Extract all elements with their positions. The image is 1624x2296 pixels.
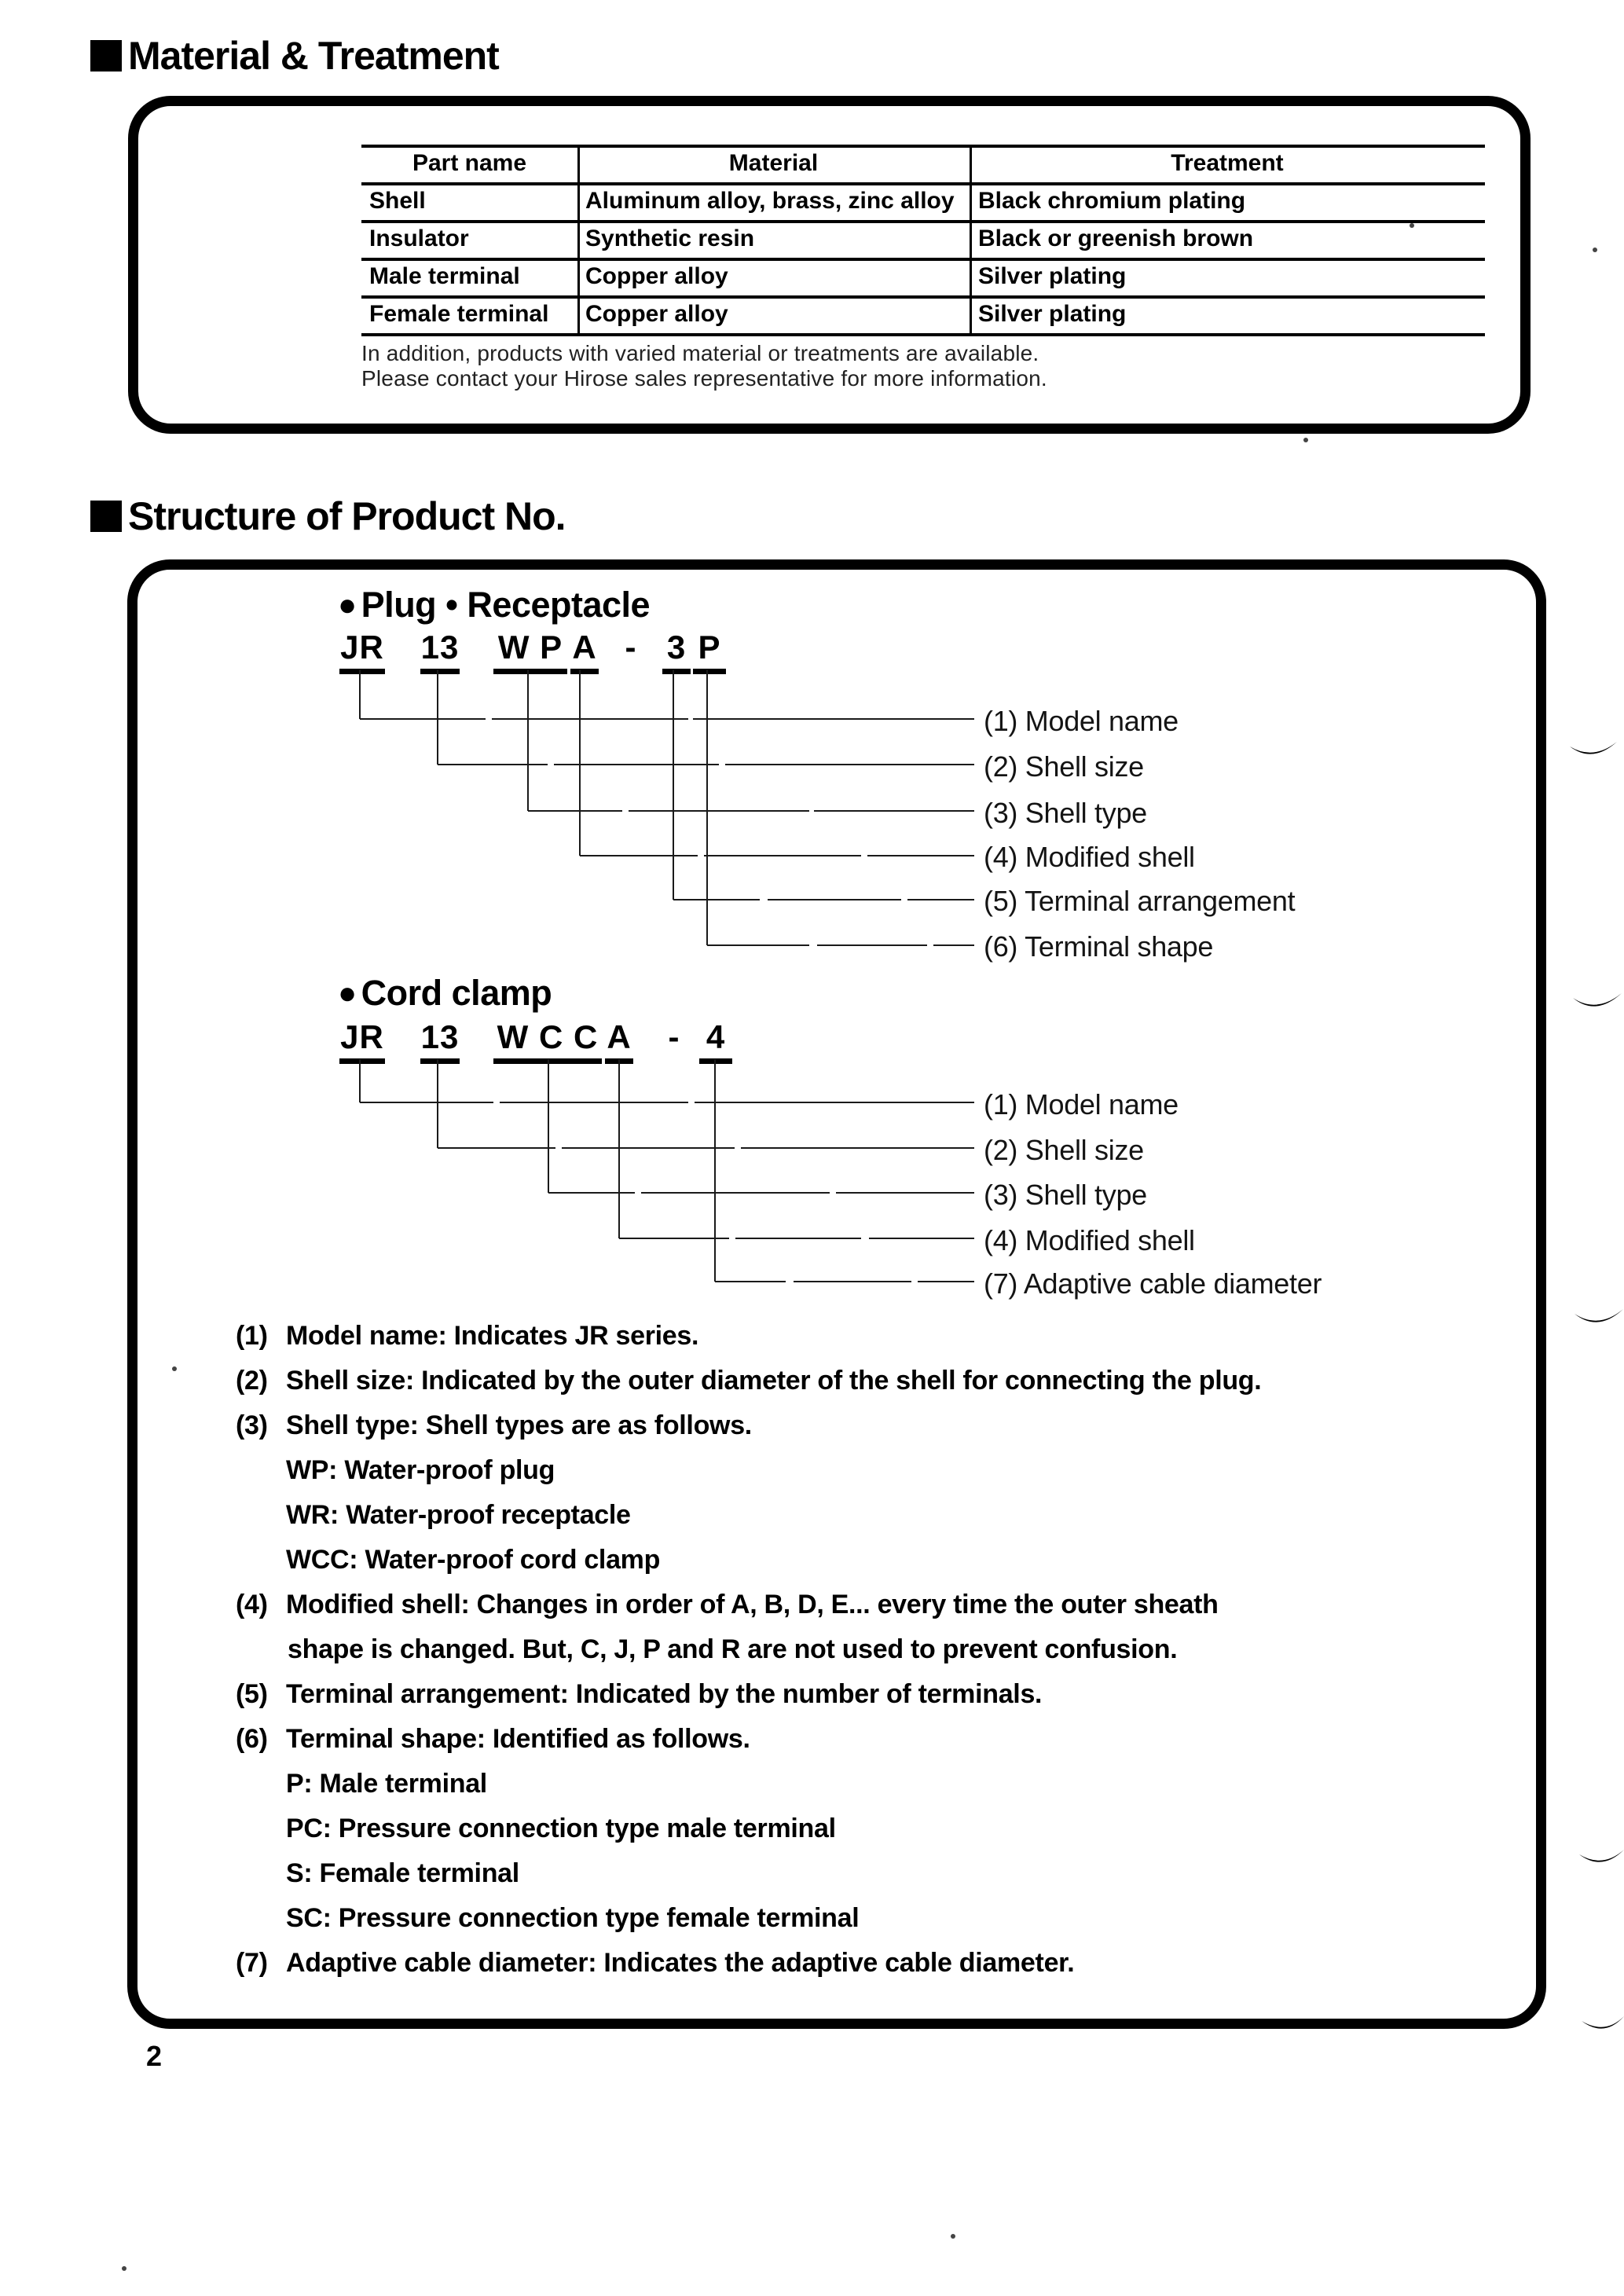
cord-label-shell-type: (3) Shell type xyxy=(984,1179,1147,1211)
list-item-text: WR: Water-proof receptacle xyxy=(286,1500,631,1530)
list-item-text: WCC: Water-proof cord clamp xyxy=(286,1545,661,1575)
list-item-text: SC: Pressure connection type female terminal xyxy=(286,1903,860,1933)
list-item xyxy=(236,1403,1509,1448)
plug-label-shell-type: (3) Shell type xyxy=(984,797,1147,829)
list-subitem xyxy=(236,1762,1509,1806)
list-subitem xyxy=(236,1493,1509,1538)
scan-speck xyxy=(1303,438,1308,442)
cord-label-model-name: (1) Model name xyxy=(984,1088,1179,1120)
scan-speck xyxy=(122,2266,126,2271)
list-item-number: (2) xyxy=(236,1366,268,1396)
code-segment-13: 13 xyxy=(420,1018,460,1064)
plug-label-model-name: (1) Model name xyxy=(984,705,1179,737)
cell-treatment: Silver plating xyxy=(978,263,1127,289)
scan-curl-mark xyxy=(1582,2016,1624,2029)
list-item-text: Model name: Indicates JR series. xyxy=(286,1321,699,1351)
list-subitem xyxy=(236,1538,1509,1583)
list-subitem xyxy=(236,1806,1509,1851)
list-item-number: (5) xyxy=(236,1679,268,1709)
table-note-line1: In addition, products with varied material or treatments are available. xyxy=(361,341,1039,365)
cell-treatment: Silver plating xyxy=(978,301,1127,327)
list-item-text: shape is changed. But, C, J, P and R are not used to prevent confusion. xyxy=(288,1634,1178,1664)
code-segment-4: 4 xyxy=(699,1018,732,1064)
cell-treatment: Black chromium plating xyxy=(978,188,1246,214)
cord-label-adaptive-cable: (7) Adaptive cable diameter xyxy=(984,1267,1322,1300)
scan-curl-mark xyxy=(1573,993,1622,1007)
bullet-icon: ● xyxy=(338,975,357,1010)
list-subitem xyxy=(236,1896,1509,1941)
plug-label-modified-shell: (4) Modified shell xyxy=(984,841,1195,873)
plug-receptacle-title xyxy=(338,585,650,625)
list-item-number: (6) xyxy=(236,1724,268,1754)
black-square-icon xyxy=(90,40,122,72)
list-subitem xyxy=(236,1448,1509,1493)
list-item-number: (4) xyxy=(236,1590,268,1619)
cell-material: Aluminum alloy, brass, zinc alloy xyxy=(585,188,955,214)
code-segment-dash: - xyxy=(625,629,637,666)
col-header-treatment: Treatment xyxy=(1171,150,1284,176)
list-item-number: (3) xyxy=(236,1410,268,1440)
cell-material: Synthetic resin xyxy=(585,226,755,251)
list-item xyxy=(236,1583,1509,1627)
scan-speck xyxy=(1593,248,1597,252)
list-item-text: S: Female terminal xyxy=(286,1858,519,1888)
list-item xyxy=(236,1941,1509,1986)
col-header-part-name: Part name xyxy=(412,150,527,176)
section-heading-structure xyxy=(90,493,566,539)
code-segment-p: P xyxy=(693,629,726,674)
cell-treatment: Black or greenish brown xyxy=(978,226,1254,251)
code-segment-a: A xyxy=(605,1018,633,1064)
list-item xyxy=(236,1359,1509,1403)
cell-part: Female terminal xyxy=(369,301,549,327)
list-item-text: Terminal shape: Identified as follows. xyxy=(286,1724,750,1754)
plug-receptacle-title-text: Plug • Receptacle xyxy=(361,585,651,625)
code-segment-wp: W P xyxy=(493,629,567,674)
scan-speck xyxy=(951,2234,955,2239)
list-item-text: Shell size: Indicated by the outer diameter of the shell for connecting the plug. xyxy=(286,1366,1262,1396)
cell-part: Male terminal xyxy=(369,263,520,289)
bullet-icon: ● xyxy=(338,587,357,622)
list-item-text: Adaptive cable diameter: Indicates the adaptive cable diameter. xyxy=(286,1948,1075,1978)
page-number: 2 xyxy=(146,2040,163,2072)
cord-label-modified-shell: (4) Modified shell xyxy=(984,1224,1195,1256)
cell-material: Copper alloy xyxy=(585,263,728,289)
scan-curl-mark xyxy=(1575,1309,1623,1322)
table-rule xyxy=(361,258,1485,261)
code-segment-wcc: W C C xyxy=(493,1018,602,1064)
code-segment-jr: JR xyxy=(339,629,385,674)
code-segment-jr: JR xyxy=(339,1018,385,1064)
cell-part: Insulator xyxy=(369,226,469,251)
col-header-material: Material xyxy=(728,150,819,176)
code-segment-13: 13 xyxy=(420,629,460,674)
list-item xyxy=(236,1717,1509,1762)
table-note-line2: Please contact your Hirose sales representative for more information. xyxy=(361,366,1047,391)
list-item xyxy=(236,1672,1509,1717)
notes-list xyxy=(236,1314,1509,1986)
code-segment-a: A xyxy=(570,629,599,674)
plug-label-terminal-shape: (6) Terminal shape xyxy=(984,930,1214,963)
scan-curl-mark xyxy=(1570,742,1617,754)
table-rule xyxy=(361,220,1485,223)
code-segment-dash: - xyxy=(668,1018,680,1055)
cell-part: Shell xyxy=(369,188,426,214)
list-item-text: Terminal arrangement: Indicated by the number of terminals. xyxy=(286,1679,1043,1709)
list-item-number: (7) xyxy=(236,1948,268,1978)
cell-material: Copper alloy xyxy=(585,301,728,327)
list-item-text: P: Male terminal xyxy=(286,1769,487,1799)
scan-curl-mark xyxy=(1579,1850,1624,1862)
section-title-material: Material & Treatment xyxy=(128,34,499,78)
cord-clamp-title-text: Cord clamp xyxy=(361,973,552,1013)
list-subitem xyxy=(236,1851,1509,1896)
table-rule xyxy=(361,333,1485,336)
list-item-continuation xyxy=(236,1627,1509,1672)
list-item-text: Modified shell: Changes in order of A, B, D, E... every time the outer sheath xyxy=(286,1590,1219,1619)
plug-label-terminal-arrangement: (5) Terminal arrangement xyxy=(984,885,1296,917)
plug-label-shell-size: (2) Shell size xyxy=(984,750,1144,783)
code-segment-3: 3 xyxy=(662,629,691,674)
section-heading-material xyxy=(90,33,499,79)
cord-label-shell-size: (2) Shell size xyxy=(984,1134,1144,1166)
list-item-text: PC: Pressure connection type male terminal xyxy=(286,1814,836,1843)
list-item xyxy=(236,1314,1509,1359)
cord-clamp-title xyxy=(338,973,552,1014)
list-item-text: Shell type: Shell types are as follows. xyxy=(286,1410,752,1440)
black-square-icon xyxy=(90,501,122,532)
list-item-number: (1) xyxy=(236,1321,268,1351)
section-title-structure: Structure of Product No. xyxy=(128,494,566,538)
list-item-text: WP: Water-proof plug xyxy=(286,1455,555,1485)
